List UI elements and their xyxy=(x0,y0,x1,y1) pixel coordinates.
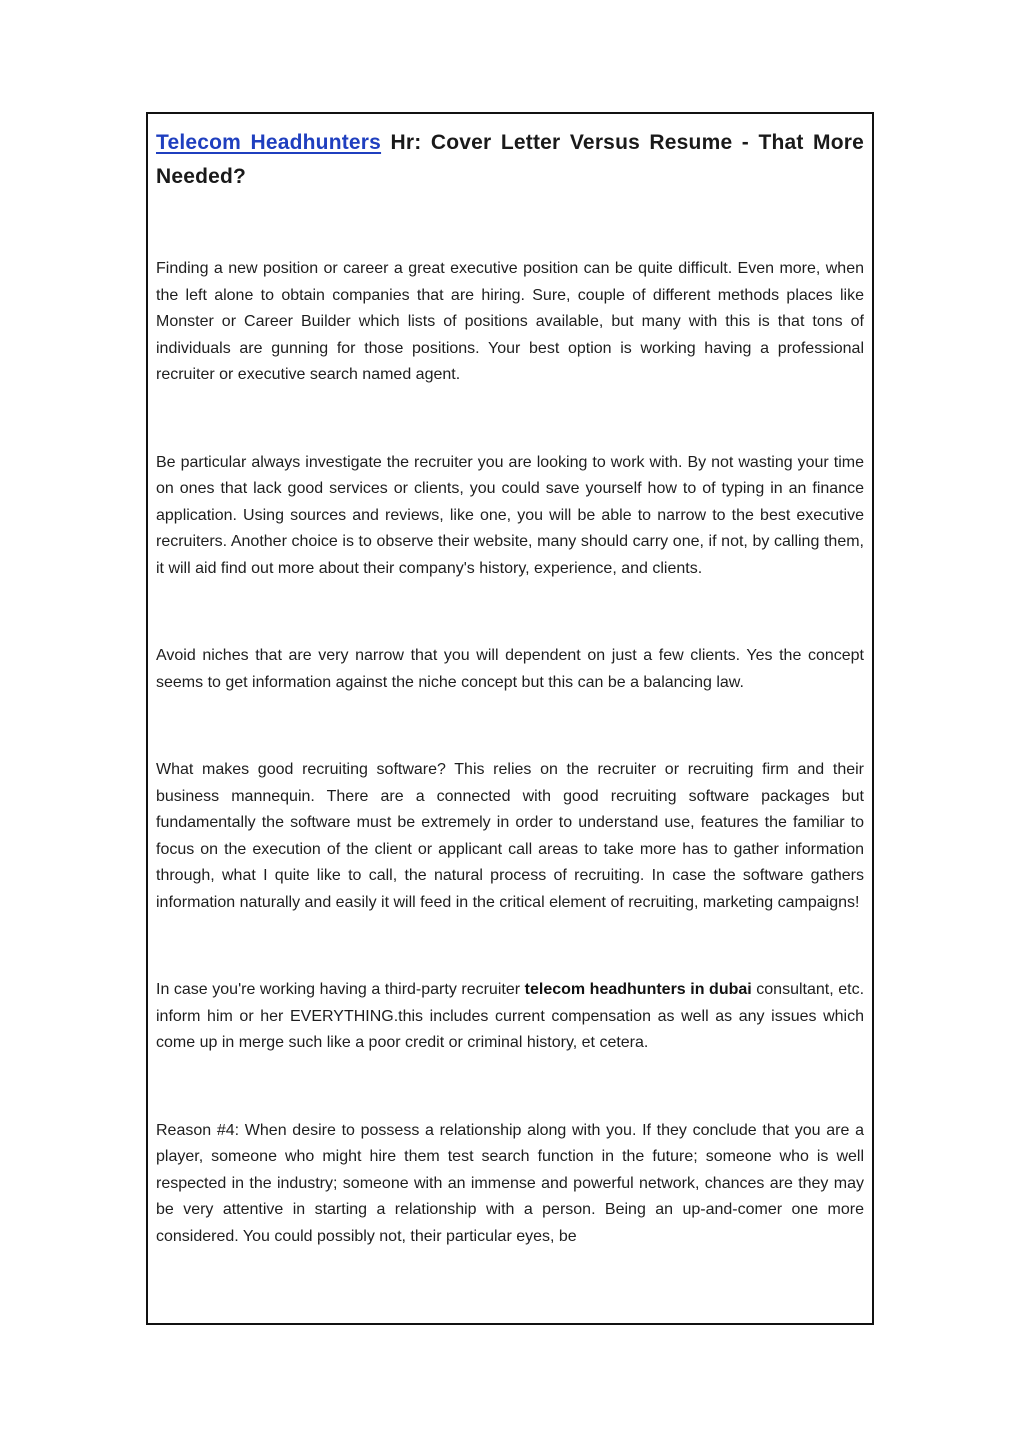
title-text: Hr: Cover Letter Versus Resume - That More Needed? xyxy=(156,131,864,188)
paragraph-5-tail: consultant, etc. inform him or her EVERYTHING.this includes current compensation as well as any issues which come up in merge such like a poor credit or criminal history, et cetera. xyxy=(156,981,865,1051)
paragraph-5 xyxy=(156,977,864,1057)
paragraph-6: Reason #4: When desire to possess a relationship along with you. If they conclude that you are a player, someone who might hire them test search function in the future; someone who is well respected in the industry; someone with an immense and powerful network, chances are they may be very attentive in starting a relationship with a person. Being an up-and-comer one more considered. You could possibly not, their particular eyes, be xyxy=(156,1121,864,1245)
title-link[interactable]: Telecom Headhunters xyxy=(156,131,382,154)
paragraph-3: Avoid niches that are very narrow that you will dependent on just a few clients. Yes the concept seems to get information against the niche concept but this can be a balancing law. xyxy=(156,647,864,691)
keyword-link[interactable]: telecom headhunters in dubai xyxy=(524,981,752,998)
page-title xyxy=(156,126,864,194)
paragraph-5-lead: In case you're working having a third-party recruiter xyxy=(156,981,525,998)
paragraph-1: Finding a new position or career a great executive position can be quite difficult. Even more, when the left alone to obtain companies that are hiring. Sure, couple of different methods places like Monster or Career Builder which lists of positions available, but many with this is that tons of individuals are gunning for those positions. Your best option is working having a professional recruiter or executive search named agent. xyxy=(156,260,864,383)
paragraph-2: Be particular always investigate the recruiter you are looking to work with. By not wasting your time on ones that lack good services or clients, you could save yourself how to of typing in an finance application. Using sources and reviews, like one, you will be able to narrow to the best executive recruiters. Another choice is to observe their website, many should carry one, if not, by calling them, it will aid find out more about their company's history, experience, and clients. xyxy=(156,453,864,577)
document-body xyxy=(156,126,864,1250)
document-frame xyxy=(146,112,874,1325)
paragraph-4: What makes good recruiting software? This relies on the recruiter or recruiting firm and their business mannequin. There are a connected with good recruiting software packages but fundamentally the software must be extremely in order to understand use, features the familiar to focus on the execution of the client or applicant call areas to take more has to gather information through, what I quite like to call, the natural process of recruiting. In case the software gathers information naturally and easily it will feed in the critical element of recruiting, marketing campaigns! xyxy=(156,761,864,911)
